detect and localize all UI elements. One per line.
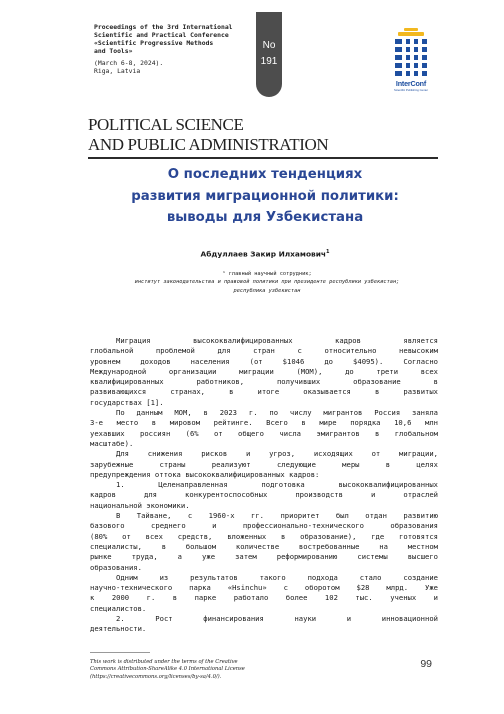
text-line: По данным МОМ, в 2023 г. по числу мигрантов Россия заняла: [116, 408, 438, 418]
paragraph: [90, 336, 438, 408]
affiliation-line: республика узбекистан: [233, 287, 301, 294]
text-line: кадров для конкурентоспособных производств и отраслей: [90, 490, 438, 500]
footer-divider: [90, 652, 150, 653]
paragraph: [90, 614, 438, 635]
logo-wordmark: InterConf: [395, 79, 427, 88]
paragraph: [90, 573, 438, 614]
conference-dates: (March 6-8, 2024).: [94, 59, 164, 68]
body-text: [90, 336, 438, 635]
text-line: научно-технического парка «Hsinchu» с оборотом $28 млрд. Уже: [90, 583, 438, 593]
proceedings-line: Scientific and Practical Conference: [94, 31, 229, 40]
author: [90, 249, 440, 258]
paragraph: [90, 511, 438, 573]
text-line: образования.: [90, 562, 142, 572]
page-number: 99: [420, 658, 432, 670]
issue-badge: [256, 12, 282, 97]
text-line: зарубежные страны реализуют следующие меры в целях: [90, 459, 438, 469]
text-line: специалистов.: [90, 603, 147, 613]
license-line: (https://creativecommons.org/licenses/by-sa/4.0/).: [90, 673, 222, 680]
proceedings-line: «Scientific Progressive Methods: [94, 39, 214, 48]
paragraph: [90, 449, 438, 480]
text-line: базового среднего и профессионально-технического образования: [90, 521, 438, 531]
section-line: POLITICAL SCIENCE: [88, 115, 244, 134]
text-line: 1. Целенаправленная подготовка высококвалифицированных: [116, 480, 438, 490]
conference-place: Riga, Latvia: [94, 67, 141, 76]
issue-number: 191: [260, 56, 278, 67]
proceedings-line: Proceedings of the 3rd International: [94, 23, 233, 31]
title-line: О последних тенденциях: [167, 167, 363, 182]
text-line: 3-е место в мировом рейтинге. Всего в мире порядка 10,6 млн: [90, 418, 438, 428]
paper-title: [90, 164, 440, 229]
text-line: масштабе).: [90, 438, 134, 448]
paragraph: [90, 408, 438, 449]
license-line: Commons Attribution-ShareAlike 4.0 International License: [90, 666, 245, 673]
text-line: государствах [1].: [90, 397, 164, 407]
text-line: уехавших россиян (6% от общего числа эмигрантов в глобальном: [90, 428, 438, 438]
text-line: уровнем доходов населения (от $1046 до $4095). Согласно: [90, 356, 438, 366]
affiliation-line: институт законодательства и правовой политики при президенте республики узбекистан;: [134, 279, 400, 286]
text-line: Международной организации миграции (МОМ), до трети всех: [90, 366, 438, 376]
text-line: развивающихся странах, в итоге оказывается в развитых: [90, 387, 438, 397]
section-heading: [88, 115, 388, 155]
text-line: Миграция высококвалифицированных кадров является: [116, 336, 438, 345]
text-line: Одним из результатов такого подхода стало создание: [116, 572, 438, 582]
text-line: (80% от всех средств, вложенных в образование), где готовятся: [90, 531, 438, 541]
proceedings-line: and Tools»: [94, 47, 133, 56]
license-line: This work is distributed under the terms of the Creative: [90, 659, 238, 665]
author-name: Абдуллаев Закир Илхамович: [200, 249, 326, 259]
license-notice: [90, 659, 320, 681]
section-divider: [88, 157, 438, 159]
text-line: к 2000 г. в парке работало более 102 тыс. ученых и: [90, 593, 438, 603]
text-line: предупреждения оттока высококвалифицированных кадров:: [90, 469, 320, 479]
text-line: рынке труда, а уже затем реформированию системы высшего: [90, 552, 438, 562]
text-line: глобальной проблемой для стран с относительно невысоким: [90, 346, 438, 356]
title-line: выводы для Узбекистана: [166, 210, 364, 225]
logo-subtitle: Scientific Publishing Center: [393, 88, 429, 92]
section-line: AND PUBLIC ADMINISTRATION: [88, 135, 329, 154]
text-line: деятельности.: [90, 624, 147, 634]
affiliation-line: ¹ главный научный сотрудник;: [222, 271, 312, 277]
proceedings-info: [94, 23, 264, 76]
text-line: специалисты, в большом количестве востребованные на местном: [90, 541, 438, 551]
title-line: развития миграционной политики:: [131, 188, 399, 204]
text-line: В Тайване, с 1960-х гг. приоритет был отдан развитию: [116, 511, 438, 521]
author-affiliation: [100, 270, 434, 295]
author-mark: 1: [325, 249, 330, 255]
text-line: Для снижения рисков и угроз, исходящих от миграции,: [116, 449, 438, 459]
text-line: квалифицированных работников, получивших образование в: [90, 377, 438, 387]
issue-no-label: No: [262, 40, 276, 51]
text-line: 2. Рост финансирования науки и инновационной: [116, 614, 438, 624]
text-line: национальной экономики.: [90, 500, 190, 510]
paragraph: [90, 480, 438, 511]
